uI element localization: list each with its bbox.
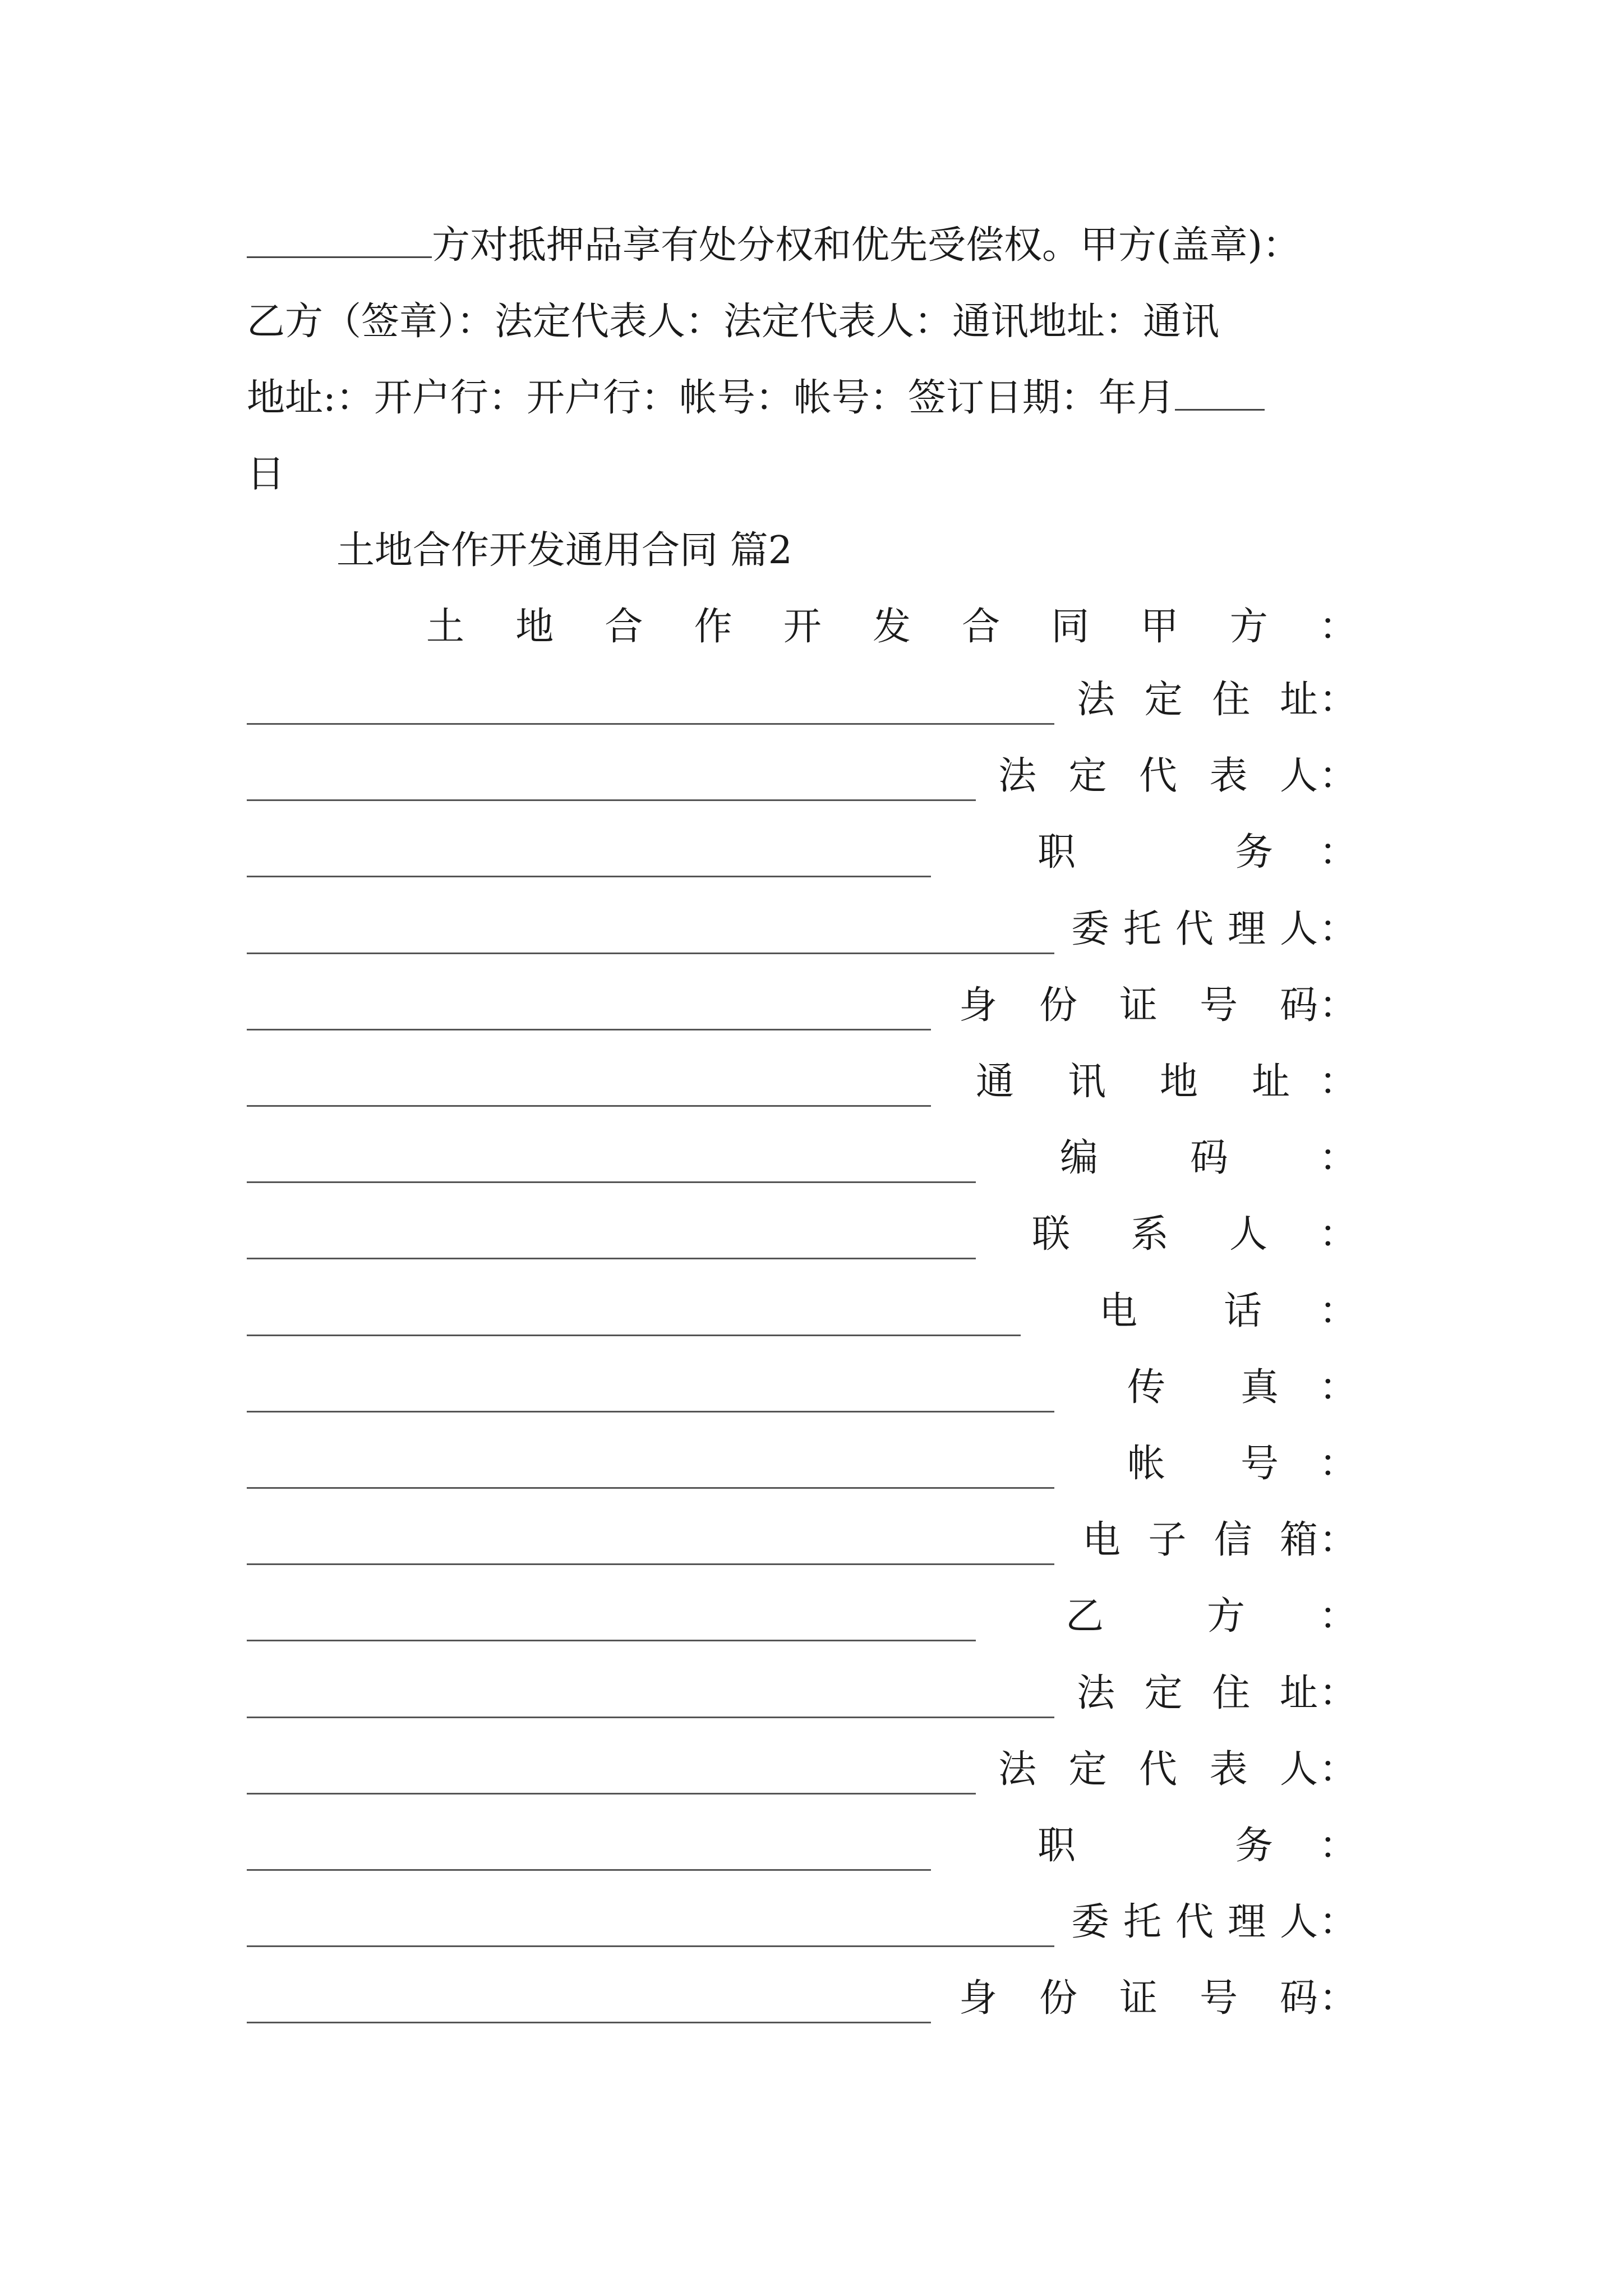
field-label-char: 身: [959, 983, 998, 1028]
field-label-char: 传: [1127, 1365, 1166, 1410]
fill-blank: [247, 223, 432, 258]
field-colon: ：: [1318, 1671, 1357, 1715]
field-label-char: 务: [1234, 830, 1273, 875]
field-label-char: 人: [1279, 1900, 1318, 1944]
field-label-char: 代: [1138, 754, 1177, 798]
fill-blank: [247, 2022, 931, 2023]
field-colon: ：: [1318, 1212, 1357, 1257]
field-label-char: 表: [1209, 1747, 1248, 1792]
contract-heading: [426, 589, 1357, 665]
paragraph-line-4: [247, 436, 1430, 513]
fill-blank: [247, 723, 1054, 725]
form-field-row: [247, 971, 1368, 1047]
field-label: [959, 983, 1318, 1028]
field-label-char: 号: [1199, 983, 1238, 1028]
form-field-row: [247, 1277, 1368, 1353]
form-field-row: [247, 1811, 1368, 1888]
paragraph-text-2: 乙方（签章）：法定代表人：法定代表人：通讯地址：通讯: [247, 300, 1220, 344]
heading-char: 合: [605, 605, 643, 649]
field-colon: ：: [1318, 1365, 1357, 1410]
field-label-char: 话: [1223, 1289, 1262, 1333]
heading-char: 作: [694, 605, 732, 649]
field-label-char: 定: [1144, 678, 1183, 722]
field-label: [976, 1060, 1290, 1105]
section-title: 土地合作开发通用合同 篇2: [336, 528, 792, 573]
fill-blank: [247, 1717, 1054, 1718]
field-label-char: 码: [1279, 983, 1318, 1028]
fill-blank: [247, 1945, 1054, 1947]
field-label-char: 址: [1279, 678, 1318, 722]
field-colon: ：: [1318, 1136, 1357, 1180]
field-label: [1077, 1671, 1318, 1716]
field-label-char: 联: [1032, 1212, 1071, 1257]
form-field-row: [247, 1659, 1368, 1735]
form-field-row: [247, 665, 1368, 742]
form-field-row: [247, 1888, 1368, 1964]
field-label: [1071, 907, 1318, 952]
form-field-row: [247, 1582, 1368, 1658]
field-label: [1082, 1518, 1318, 1563]
field-label: [998, 1747, 1318, 1792]
fill-blank: [247, 1029, 931, 1030]
field-colon: ：: [1318, 1594, 1357, 1639]
field-label: [1127, 1365, 1279, 1410]
field-label-char: 证: [1119, 983, 1158, 1028]
field-label-char: 人: [1229, 1212, 1267, 1257]
field-label-char: 委: [1071, 1900, 1110, 1944]
heading-char: 地: [515, 605, 554, 649]
field-label-char: 代: [1138, 1747, 1177, 1792]
form-field-row: [247, 1047, 1368, 1124]
field-label-char: 代: [1175, 1900, 1214, 1944]
field-colon: ：: [1318, 907, 1357, 951]
field-colon: ：: [1318, 1900, 1357, 1944]
field-label-char: 号: [1199, 1976, 1238, 2021]
heading-char: 方: [1229, 605, 1268, 649]
field-label-char: 份: [1039, 983, 1077, 1028]
field-label-char: 职: [1038, 830, 1076, 875]
field-colon: ：: [1318, 1518, 1357, 1562]
field-label-char: 理: [1227, 907, 1266, 951]
field-label-char: 址: [1279, 1671, 1318, 1715]
field-colon: ：: [1318, 754, 1357, 798]
field-label-char: 职: [1038, 1824, 1076, 1868]
field-label: [1071, 1900, 1318, 1945]
field-label: [1038, 830, 1273, 875]
field-label: [1038, 1824, 1273, 1869]
field-label-char: 法: [998, 754, 1037, 798]
form-field-row: [247, 1200, 1368, 1276]
field-label-char: 托: [1123, 1900, 1161, 1944]
field-label-char: 定: [1068, 1747, 1107, 1792]
heading-char: 发: [872, 605, 911, 649]
fill-blank: [247, 1487, 1054, 1489]
field-label-char: 托: [1123, 907, 1161, 951]
fill-blank: [247, 1181, 976, 1183]
form-field-row: [247, 1964, 1368, 2040]
field-colon: ：: [1318, 1824, 1357, 1868]
field-label-char: 人: [1279, 907, 1318, 951]
field-label-char: 定: [1068, 754, 1107, 798]
field-label: [1127, 1442, 1279, 1487]
field-label-char: 子: [1148, 1518, 1187, 1562]
field-label-char: 方: [1206, 1594, 1245, 1639]
field-label-char: 法: [1077, 1671, 1115, 1715]
field-label-char: 码: [1189, 1136, 1228, 1180]
field-label-char: 务: [1234, 1824, 1273, 1868]
field-label-char: 码: [1279, 1976, 1318, 2021]
paragraph-line-2: [247, 284, 1430, 360]
fill-blank: [247, 953, 1054, 954]
field-colon: ：: [1318, 830, 1357, 875]
field-colon: ：: [1318, 1060, 1357, 1104]
form-field-row: [247, 1124, 1368, 1200]
fill-blank: [1175, 375, 1265, 411]
field-colon: ：: [1318, 1976, 1357, 2021]
form-field-row: [247, 818, 1368, 894]
field-label-char: 理: [1227, 1900, 1266, 1944]
heading-char: ：: [1318, 605, 1357, 649]
field-label-char: 编: [1060, 1136, 1099, 1180]
field-label-char: 身: [959, 1976, 998, 2021]
field-label: [1099, 1289, 1262, 1334]
paragraph-line-3: [247, 360, 1430, 436]
form-field-row: [247, 742, 1368, 818]
field-label-char: 通: [976, 1060, 1015, 1104]
paragraph-line-1: [247, 208, 1430, 284]
field-label: [1032, 1212, 1267, 1257]
fill-blank: [247, 799, 976, 801]
form-field-row: [247, 895, 1368, 971]
field-label-char: 住: [1212, 678, 1251, 722]
form-field-row: [247, 1506, 1368, 1582]
field-label-char: 乙: [1066, 1594, 1104, 1639]
field-label: [1066, 1594, 1245, 1639]
field-label-char: 帐: [1127, 1442, 1166, 1486]
field-label-char: 信: [1214, 1518, 1252, 1562]
fill-blank: [247, 1793, 976, 1795]
fill-blank: [247, 1411, 1054, 1412]
fill-blank: [247, 1258, 976, 1259]
field-label-char: 住: [1212, 1671, 1251, 1715]
heading-char: 土: [426, 605, 465, 649]
field-colon: ：: [1318, 1442, 1357, 1486]
field-label-char: 真: [1240, 1365, 1279, 1410]
fill-blank: [247, 1563, 1054, 1565]
paragraph-text-4: 日: [247, 452, 285, 496]
field-label-char: 代: [1175, 907, 1214, 951]
field-label: [1060, 1136, 1228, 1181]
field-label-char: 地: [1159, 1060, 1198, 1104]
field-label-char: 人: [1279, 754, 1318, 798]
field-label-char: 人: [1279, 1747, 1318, 1792]
field-label-char: 表: [1209, 754, 1248, 798]
field-label-char: 法: [998, 1747, 1037, 1792]
heading-char: 甲: [1140, 605, 1179, 649]
fill-blank: [247, 1335, 1021, 1336]
field-label-char: 委: [1071, 907, 1110, 951]
field-colon: ：: [1318, 1747, 1357, 1792]
heading-char: 开: [783, 605, 822, 649]
paragraph-text-1: 方对抵押品享有处分权和优先受偿权。甲方(盖章)：: [432, 223, 1301, 268]
fill-blank: [247, 876, 931, 877]
field-label-char: 址: [1251, 1060, 1290, 1104]
field-colon: ：: [1318, 983, 1357, 1028]
field-label-char: 电: [1099, 1289, 1138, 1333]
field-label-char: 号: [1240, 1442, 1279, 1486]
field-label-char: 定: [1144, 1671, 1183, 1715]
field-label-char: 份: [1039, 1976, 1077, 2021]
field-label-char: 箱: [1279, 1518, 1318, 1562]
field-label-char: 系: [1130, 1212, 1169, 1257]
field-label-char: 法: [1077, 678, 1115, 722]
field-label-char: 证: [1119, 1976, 1158, 2021]
fill-blank: [247, 1869, 931, 1871]
field-label-char: 讯: [1067, 1060, 1106, 1104]
heading-char: 同: [1051, 605, 1090, 649]
field-colon: ：: [1318, 678, 1357, 722]
field-label: [998, 754, 1318, 799]
fill-blank: [247, 1105, 931, 1107]
heading-char: 合: [962, 605, 1000, 649]
field-label: [959, 1976, 1318, 2021]
field-label-char: 电: [1082, 1518, 1121, 1562]
form-field-row: [247, 1429, 1368, 1506]
fill-blank: [247, 1640, 976, 1641]
paragraph-text-3: 地址:：开户行：开户行：帐号：帐号：签订日期：年月: [247, 376, 1175, 420]
field-label: [1077, 678, 1318, 723]
field-colon: ：: [1318, 1289, 1357, 1333]
form-field-row: [247, 1353, 1368, 1429]
form-field-row: [247, 1735, 1368, 1811]
